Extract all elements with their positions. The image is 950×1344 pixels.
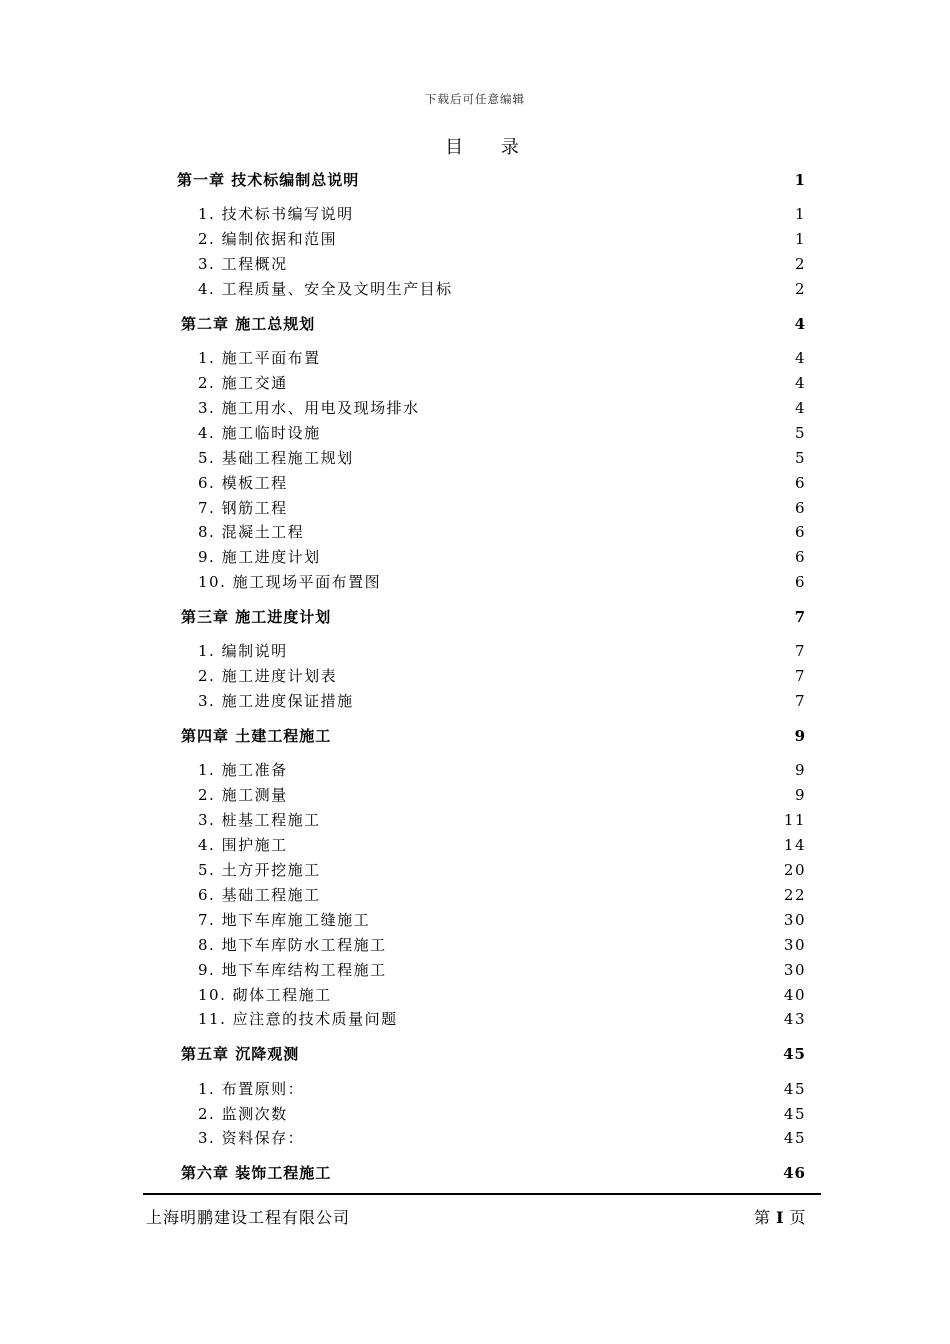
toc-item-label: 3. 施工进度保证措施 — [198, 692, 354, 711]
toc-item-page: 30 — [783, 935, 806, 954]
toc-chapter-label: 第一章 技术标编制总说明 — [177, 171, 360, 189]
toc-item-page: 40 — [783, 985, 806, 1004]
toc-item-label: 1. 技术标书编写说明 — [198, 205, 354, 224]
toc-item-label: 1. 施工平面布置 — [198, 349, 321, 368]
footer-divider — [143, 1193, 821, 1195]
toc-chapter-page: 1 — [794, 171, 806, 189]
toc-item-page: 2 — [794, 255, 806, 273]
toc-item[interactable] — [198, 252, 806, 276]
toc-item-label: 1. 施工准备 — [198, 761, 288, 780]
toc-item-label: 3. 资料保存： — [198, 1129, 305, 1148]
toc-chapter[interactable] — [177, 168, 806, 192]
toc-item-label: 7. 地下车库施工缝施工 — [198, 910, 371, 929]
toc-item-label: 6. 模板工程 — [198, 473, 288, 492]
toc-item[interactable] — [198, 958, 806, 982]
toc-item-page: 7 — [794, 692, 806, 711]
toc-item[interactable] — [198, 277, 806, 301]
toc-item-label: 2. 施工测量 — [198, 786, 288, 805]
toc-item[interactable] — [198, 227, 806, 251]
toc-item[interactable] — [198, 202, 806, 226]
toc-item[interactable] — [198, 639, 806, 663]
toc-item-page: 43 — [783, 1010, 806, 1029]
toc-item[interactable] — [198, 346, 806, 370]
toc-item-page: 5 — [794, 448, 806, 467]
toc-item[interactable] — [198, 446, 806, 470]
toc-item-page: 22 — [783, 885, 806, 904]
toc-item[interactable] — [198, 570, 806, 594]
toc-chapter-label: 第二章 施工总规划 — [181, 314, 316, 333]
toc-item-page: 6 — [794, 498, 806, 517]
toc-item-label: 2. 监测次数 — [198, 1104, 288, 1123]
toc-item-label: 4. 工程质量、安全及文明生产目标 — [198, 279, 453, 298]
toc-item-label: 10. 砌体工程施工 — [198, 985, 332, 1004]
toc-item-page: 30 — [783, 960, 806, 979]
toc-item-label: 1. 布置原则： — [198, 1079, 305, 1098]
toc-item[interactable] — [198, 496, 806, 520]
toc-item-label: 5. 土方开挖施工 — [198, 861, 321, 879]
toc-item-label: 10. 施工现场平面布置图 — [198, 573, 382, 592]
toc-chapter[interactable] — [181, 724, 806, 748]
toc-item-label: 5. 基础工程施工规划 — [198, 448, 354, 467]
toc-item-label: 3. 桩基工程施工 — [198, 811, 321, 830]
toc-chapter[interactable] — [181, 1042, 806, 1066]
toc-item-page: 30 — [783, 910, 806, 929]
footer-page-prefix: 第 — [754, 1208, 772, 1227]
footer-page-value: I — [776, 1208, 785, 1227]
toc-item-page: 5 — [794, 423, 806, 442]
toc-item[interactable] — [198, 1102, 806, 1126]
toc-item-page: 11 — [783, 811, 806, 830]
toc-item-label: 6. 基础工程施工 — [198, 885, 321, 904]
toc-item-label: 1. 编制说明 — [198, 642, 288, 661]
toc-item-label: 11. 应注意的技术质量问题 — [198, 1010, 398, 1029]
toc-item-page: 20 — [783, 861, 806, 879]
toc-chapter-page: 45 — [783, 1045, 806, 1064]
toc-item-label: 2. 编制依据和范围 — [198, 230, 338, 249]
toc-item[interactable] — [198, 545, 806, 569]
toc-item-page: 4 — [794, 374, 806, 392]
toc-item-page: 4 — [794, 349, 806, 368]
toc-item[interactable] — [198, 908, 806, 932]
toc-chapter-label: 第六章 装饰工程施工 — [181, 1164, 332, 1183]
toc-chapter-label: 第五章 沉降观测 — [181, 1045, 300, 1064]
toc-item-page: 45 — [783, 1079, 806, 1098]
toc-chapter[interactable] — [181, 1161, 806, 1185]
toc-item[interactable] — [198, 520, 806, 544]
toc-chapter[interactable] — [181, 312, 806, 336]
toc-item[interactable] — [198, 664, 806, 688]
toc-item-label: 9. 施工进度计划 — [198, 548, 321, 567]
toc-item[interactable] — [198, 783, 806, 807]
toc-item-page: 6 — [794, 573, 806, 592]
toc-item[interactable] — [198, 689, 806, 713]
toc-item-page: 9 — [794, 761, 806, 780]
toc-item[interactable] — [198, 471, 806, 495]
toc-item[interactable] — [198, 1077, 806, 1101]
toc-chapter-label: 第三章 施工进度计划 — [181, 608, 332, 627]
toc-item-label: 4. 施工临时设施 — [198, 423, 321, 442]
toc-chapter[interactable] — [181, 605, 806, 629]
toc-chapter-page: 46 — [783, 1164, 806, 1183]
toc-chapter-page: 7 — [794, 608, 806, 627]
toc-chapter-page: 9 — [794, 727, 806, 746]
toc-item-label: 8. 地下车库防水工程施工 — [198, 935, 387, 954]
footer-company: 上海明鹏建设工程有限公司 — [146, 1208, 351, 1227]
toc-item-label: 9. 地下车库结构工程施工 — [198, 960, 387, 979]
toc-item-page: 6 — [794, 523, 806, 542]
toc-item[interactable] — [198, 983, 806, 1007]
toc-item[interactable] — [198, 1007, 806, 1031]
toc-item[interactable] — [198, 758, 806, 782]
toc-item[interactable] — [198, 883, 806, 907]
toc-item-label: 3. 工程概况 — [198, 255, 288, 273]
toc-item-page: 1 — [794, 230, 806, 249]
toc-item-page: 6 — [794, 473, 806, 492]
toc-item[interactable] — [198, 858, 806, 882]
toc-item-page: 7 — [794, 667, 806, 686]
header-note: 下载后可任意编辑 — [425, 92, 525, 106]
toc-chapter-page: 4 — [794, 314, 806, 333]
toc-item[interactable] — [198, 396, 806, 420]
toc-item[interactable] — [198, 421, 806, 445]
toc-title: 目 录 — [445, 137, 535, 158]
toc-item-page: 7 — [794, 642, 806, 661]
toc-item[interactable] — [198, 1126, 806, 1150]
toc-item[interactable] — [198, 808, 806, 832]
toc-item-page: 9 — [794, 786, 806, 805]
toc-item-page: 45 — [783, 1104, 806, 1123]
toc-item[interactable] — [198, 933, 806, 957]
footer-page-number — [754, 1205, 807, 1228]
toc-item-label: 8. 混凝土工程 — [198, 523, 305, 542]
toc-item-label: 4. 围护施工 — [198, 836, 288, 855]
toc-item[interactable] — [198, 371, 806, 395]
toc-item-label: 7. 钢筋工程 — [198, 498, 288, 517]
toc-item-page: 45 — [783, 1129, 806, 1148]
toc-item-label: 3. 施工用水、用电及现场排水 — [198, 398, 420, 417]
toc-item[interactable] — [198, 833, 806, 857]
toc-item-page: 4 — [794, 398, 806, 417]
toc-item-page: 1 — [794, 205, 806, 224]
footer-page-suffix: 页 — [789, 1208, 807, 1227]
toc-item-page: 6 — [794, 548, 806, 567]
toc-item-page: 14 — [783, 836, 806, 855]
toc-chapter-label: 第四章 土建工程施工 — [181, 727, 332, 746]
toc-item-label: 2. 施工进度计划表 — [198, 667, 338, 686]
toc-item-page: 2 — [794, 279, 806, 298]
toc-item-label: 2. 施工交通 — [198, 374, 288, 392]
